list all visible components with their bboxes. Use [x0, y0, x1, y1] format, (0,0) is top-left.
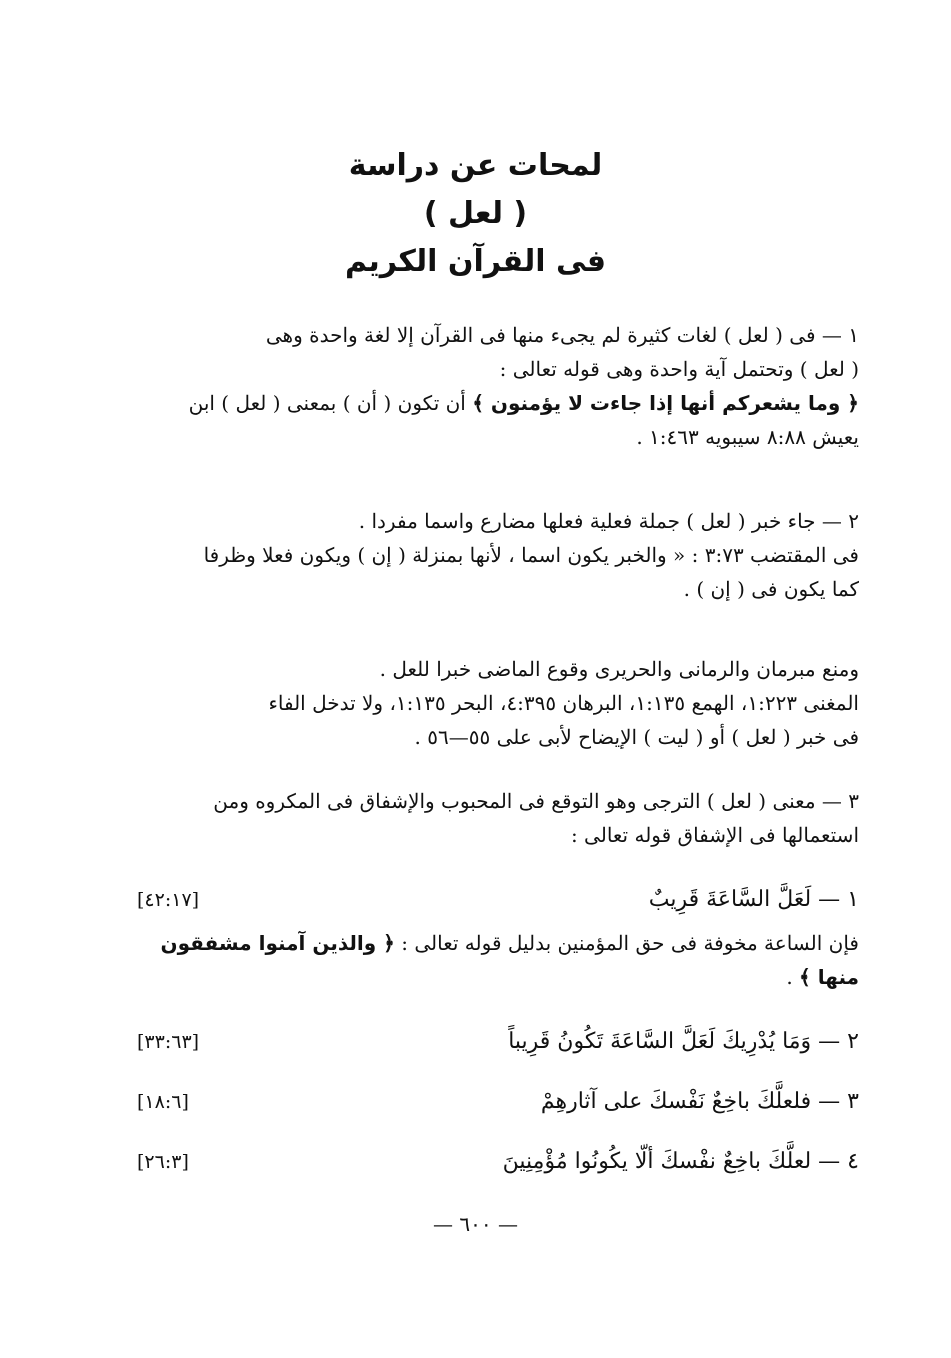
- verse-text: ٣ — فلعلَّكَ باخِعٌ نَفْسكَ على آثارهِمْ: [540, 1089, 859, 1114]
- page-number: — ٦٠٠ —: [433, 1212, 518, 1236]
- paragraph-3-line-1: ومنع مبرمان والرمانى والحريرى وقوع الماضى خبرا للعل .: [379, 657, 859, 681]
- verse-text: ٢ — وَمَا يُدْرِيكَ لَعَلَّ السَّاعَةَ تَكُونُ قَرِيباً: [508, 1029, 859, 1054]
- paragraph-1-line-3-rest: أن تكون ( أن ) بمعنى ( لعل ) ابن: [188, 391, 473, 415]
- verse-row-1: [137, 880, 859, 920]
- title-line-1: لمحات عن دراسة: [348, 148, 603, 183]
- paragraph-5: [137, 926, 859, 994]
- paragraph-5-line-2-rest: .: [786, 965, 800, 989]
- paragraph-3-line-3: فى خبر ( لعل ) أو ( ليت ) الإيضاح لأبى على ٥٥—٥٦ .: [414, 725, 859, 749]
- title-line-3: فى القرآن الكريم: [344, 244, 607, 279]
- verse-reference: [٢٦:٣]: [137, 1151, 189, 1173]
- verse-reference: [١٨:٦]: [137, 1091, 189, 1113]
- page-title: [0, 142, 951, 286]
- paragraph-3: [137, 652, 859, 754]
- verse-text: ١ — لَعَلَّ السَّاعَةَ قَرِيبٌ: [648, 887, 859, 912]
- paragraph-4: [137, 784, 859, 852]
- paragraph-3-line-2: المغنى ١:٢٢٣، الهمع ١:١٣٥، البرهان ٤:٣٩٥، البحر ١:١٣٥، ولا تدخل الفاء: [268, 691, 859, 715]
- quran-quote: ﴿ وما يشعركم أنها إذا جاءت لا يؤمنون ﴾: [472, 391, 859, 415]
- paragraph-2-line-2: فى المقتضب ٣:٧٣ : « والخبر يكون اسما ، لأنها بمنزلة ( إن ) ويكون فعلا وظرفا: [203, 543, 859, 567]
- paragraph-5-line-1-text: فإن الساعة مخوفة فى حق المؤمنين بدليل قوله تعالى :: [394, 931, 859, 955]
- paragraph-2-line-1: ٢ — جاء خبر ( لعل ) جملة فعلية فعلها مضارع واسما مفردا .: [358, 509, 859, 533]
- title-line-2: ( لعل ): [423, 196, 528, 231]
- verse-row-3: [137, 1082, 859, 1122]
- verse-row-2: [137, 1022, 859, 1062]
- paragraph-1-line-4: يعيش ٨:٨٨ سيبويه ١:٤٦٣ .: [636, 425, 859, 449]
- paragraph-5-line-1: [137, 926, 859, 960]
- paragraph-4-line-1: ٣ — معنى ( لعل ) الترجى وهو التوقع فى المحبوب والإشفاق فى المكروه ومن: [213, 789, 859, 813]
- verse-reference: [٤٢:١٧]: [137, 889, 200, 911]
- verse-text: ٤ — لعلَّكَ باخِعٌ نفْسكَ ألّا يكُونُوا مُؤْمِنِينَ: [502, 1149, 859, 1174]
- paragraph-4-line-2: استعمالها فى الإشفاق قوله تعالى :: [570, 823, 859, 847]
- paragraph-2-line-3: كما يكون فى ( إن ) .: [683, 577, 859, 601]
- paragraph-1-line-3: [137, 386, 859, 420]
- paragraph-1-line-2: ( لعل ) وتحتمل آية واحدة وهى قوله تعالى :: [499, 357, 859, 381]
- quran-quote: منها ﴾: [799, 965, 859, 989]
- paragraph-1-line-1: ١ — فى ( لعل ) لغات كثيرة لم يجىء منها فى القرآن إلا لغة واحدة وهى: [265, 323, 859, 347]
- paragraph-1: [137, 318, 859, 454]
- verse-row-4: [137, 1142, 859, 1182]
- paragraph-2: [137, 504, 859, 606]
- verse-reference: [٣٣:٦٣]: [137, 1031, 200, 1053]
- paragraph-5-line-2: [137, 960, 859, 994]
- quran-quote: ﴿ والذين آمنوا مشفقون: [160, 931, 395, 955]
